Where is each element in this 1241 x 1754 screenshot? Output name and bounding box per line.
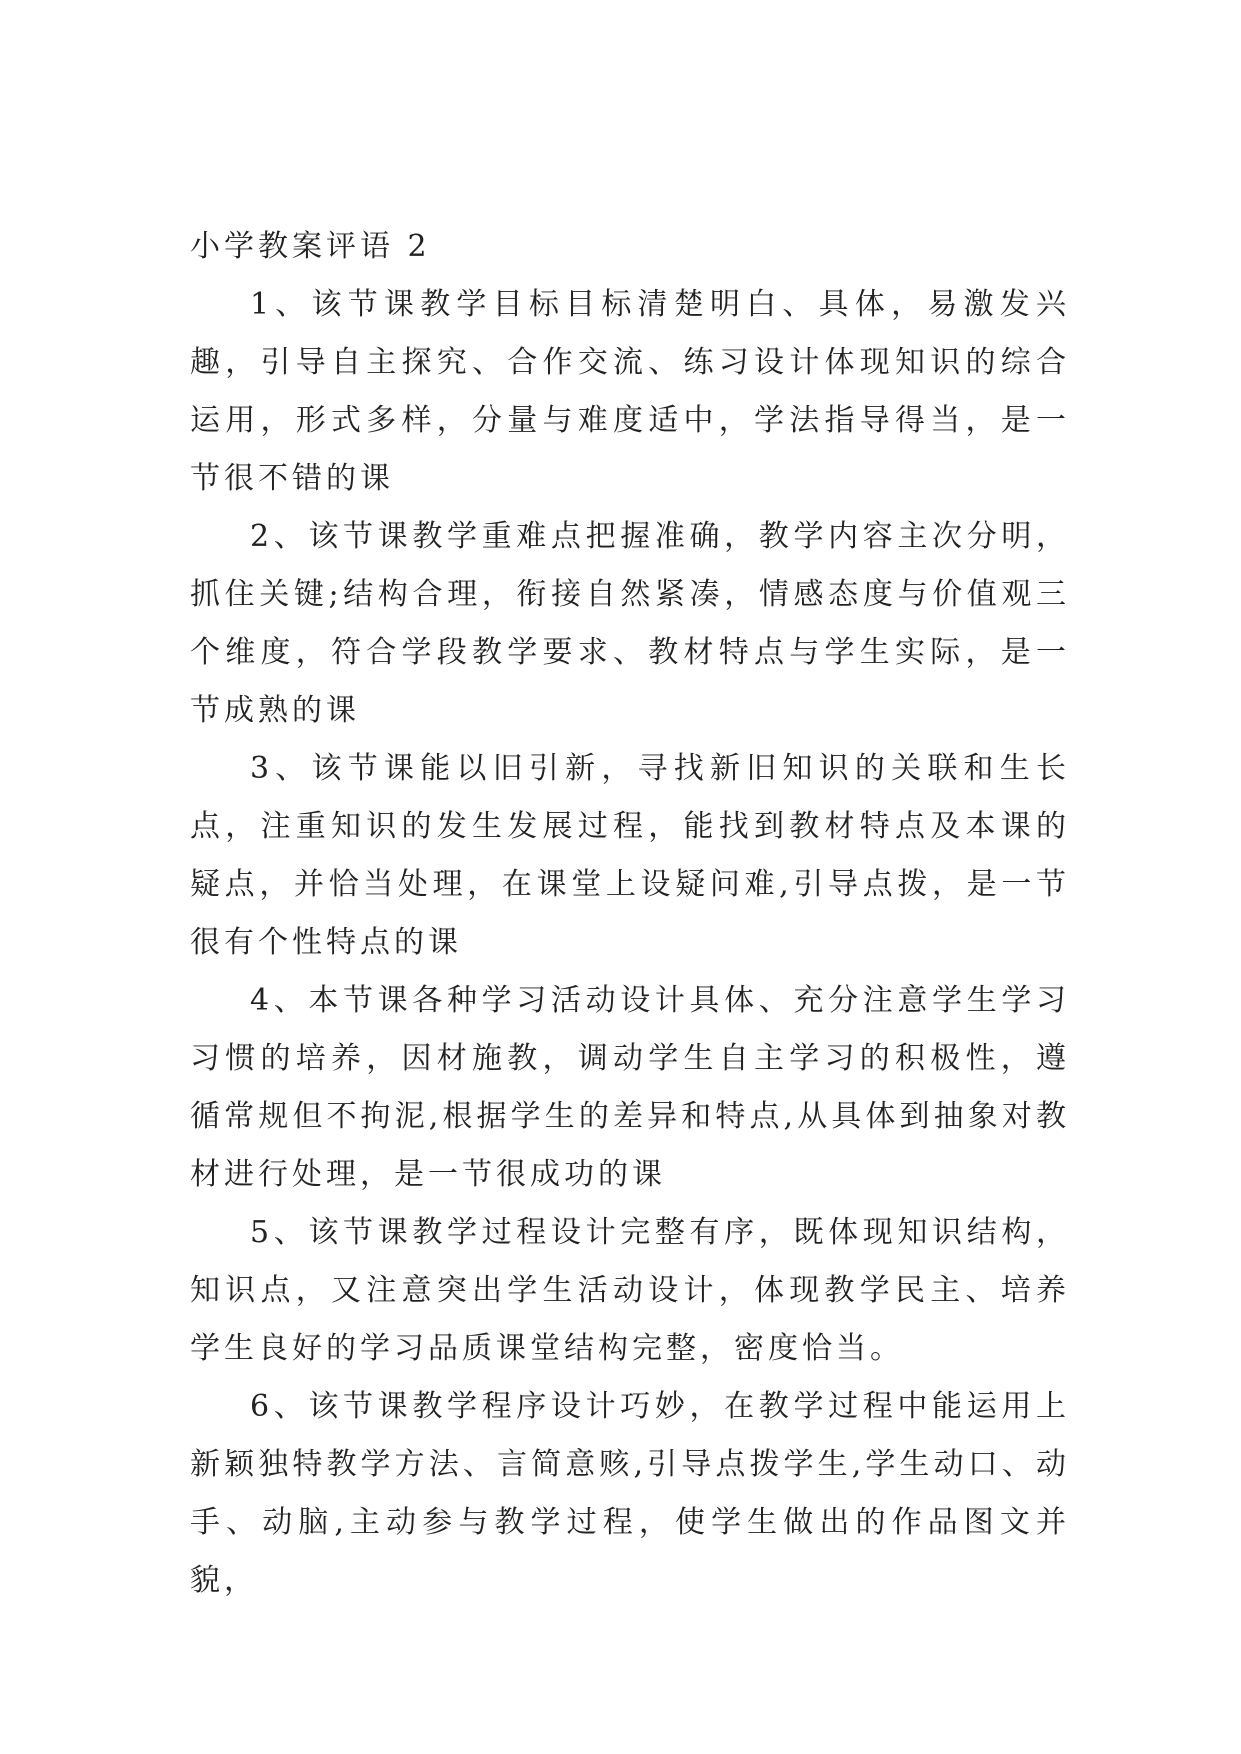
paragraph-1: 1、该节课教学目标目标清楚明白、具体，易激发兴趣，引导自主探究、合作交流、练习设计体现知识的综合运用，形式多样，分量与难度适中，学法指导得当，是一节很不错的课 <box>190 287 1070 496</box>
paragraph-4: 4、本节课各种学习活动设计具体、充分注意学生学习习惯的培养，因材施教，调动学生自主学习的积极性，遵循常规但不拘泥,根据学生的差异和特点,从具体到抽象对教材进行处理，是一节很成功的课 <box>190 983 1070 1192</box>
paragraph-5: 5、该节课教学过程设计完整有序，既体现知识结构，知识点，又注意突出学生活动设计，体现教学民主、培养学生良好的学习品质课堂结构完整，密度恰当。 <box>190 1215 1070 1366</box>
document-title: 小学教案评语 2 <box>190 229 431 264</box>
paragraph-3: 3、该节课能以旧引新，寻找新旧知识的关联和生长点，注重知识的发生发展过程，能找到教材特点及本课的疑点，并恰当处理，在课堂上设疑问难,引导点拨，是一节很有个性特点的课 <box>190 751 1070 960</box>
paragraph-6: 6、该节课教学程序设计巧妙，在教学过程中能运用上新颖独特教学方法、言简意赅,引导点拨学生,学生动口、动手、动脑,主动参与教学过程，使学生做出的作品图文并貌， <box>190 1389 1070 1598</box>
paragraph-2: 2、该节课教学重难点把握准确，教学内容主次分明，抓住关键;结构合理，衔接自然紧凑，情感态度与价值观三个维度，符合学段教学要求、教材特点与学生实际，是一节成熟的课 <box>190 519 1070 728</box>
document-body <box>190 218 1070 1610</box>
